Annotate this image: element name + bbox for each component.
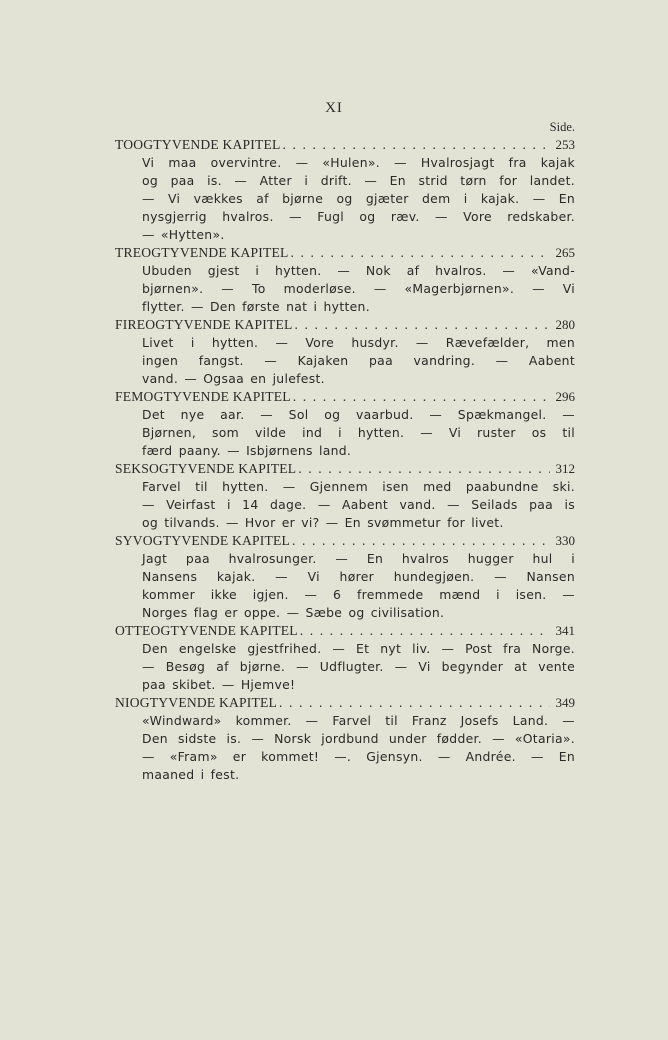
chapter-page-number: 330 <box>555 533 575 548</box>
chapter-entry <box>115 460 575 532</box>
chapter-page-number: 312 <box>555 461 575 476</box>
summary-line: — Veirfast i 14 dage. — Aabent vand. — Seilads paa is <box>142 497 575 512</box>
chapter-summary <box>115 154 575 244</box>
chapter-page-number: 265 <box>555 245 575 260</box>
summary-line: Jagt paa hvalrosunger. — En hvalros hugger hul i <box>142 551 575 566</box>
dot-leader <box>300 622 550 640</box>
chapter-page-number: 253 <box>555 137 575 152</box>
chapter-entry <box>115 316 575 388</box>
dot-leader <box>292 532 549 550</box>
dot-leader <box>283 136 550 154</box>
summary-line: — «Fram» er kommet! —. Gjensyn. — Andrée. — En <box>142 749 575 764</box>
summary-line: — «Hytten». <box>142 227 225 242</box>
summary-line: Livet i hytten. — Vore husdyr. — Rævefælder, men <box>142 335 575 350</box>
summary-line: Ubuden gjest i hytten. — Nok af hvalros. — «Vand- <box>142 263 575 278</box>
summary-line: nysgjerrig hvalros. — Fugl og ræv. — Vore redskaber. <box>142 209 575 224</box>
dot-leader <box>293 388 550 406</box>
chapter-heading <box>115 532 575 550</box>
dot-leader <box>279 694 550 712</box>
summary-line: Bjørnen, som vilde ind i hytten. — Vi ruster os til <box>142 425 575 440</box>
chapter-title: FEMOGTYVENDE KAPITEL <box>115 389 291 404</box>
chapter-summary <box>115 406 575 460</box>
chapter-heading <box>115 694 575 712</box>
summary-line: ingen fangst. — Kajaken paa vandring. — Aabent <box>142 353 575 368</box>
chapter-heading <box>115 316 575 334</box>
chapter-summary <box>115 262 575 316</box>
table-of-contents <box>115 136 575 784</box>
summary-line: og paa is. — Atter i drift. — En strid tørn for landet. <box>142 173 575 188</box>
summary-line: Nansens kajak. — Vi hører hundegjøen. — Nansen <box>142 569 575 584</box>
dot-leader <box>291 244 550 262</box>
chapter-title: OTTEOGTYVENDE KAPITEL <box>115 623 298 638</box>
chapter-entry <box>115 694 575 784</box>
dot-leader <box>295 316 550 334</box>
chapter-title: SYVOGTYVENDE KAPITEL <box>115 533 291 548</box>
summary-line: bjørnen». — To moderløse. — «Magerbjørnen». — Vi <box>142 281 575 296</box>
chapter-entry <box>115 244 575 316</box>
chapter-heading <box>115 622 575 640</box>
dot-leader <box>298 460 549 478</box>
summary-line: «Windward» kommer. — Farvel til Franz Josefs Land. — <box>142 713 575 728</box>
chapter-entry <box>115 622 575 694</box>
chapter-page-number: 280 <box>555 317 575 332</box>
chapter-page-number: 296 <box>555 389 575 404</box>
summary-line: kommer ikke igjen. — 6 fremmede mænd i isen. — <box>142 587 575 602</box>
summary-line: Den engelske gjestfrihed. — Et nyt liv. — Post fra Norge. <box>142 641 575 656</box>
summary-line: paa skibet. — Hjemve! <box>142 677 296 692</box>
chapter-title: FIREOGTYVENDE KAPITEL <box>115 317 293 332</box>
summary-line: Norges flag er oppe. — Sæbe og civilisation. <box>142 605 445 620</box>
chapter-page-number: 349 <box>555 695 575 710</box>
chapter-entry <box>115 136 575 244</box>
summary-line: maaned i fest. <box>142 767 240 782</box>
summary-line: flytter. — Den første nat i hytten. <box>142 299 370 314</box>
chapter-title: SEKSOGTYVENDE KAPITEL <box>115 461 297 476</box>
summary-line: færd paany. — Isbjørnens land. <box>142 443 352 458</box>
chapter-summary <box>115 712 575 784</box>
chapter-title: TOOGTYVENDE KAPITEL <box>115 137 281 152</box>
summary-line: — Besøg af bjørne. — Udflugter. — Vi begynder at vente <box>142 659 575 674</box>
summary-line: Farvel til hytten. — Gjennem isen med paabundne ski. <box>142 479 575 494</box>
summary-line: Den sidste is. — Norsk jordbund under fødder. — «Otaria». <box>142 731 575 746</box>
page-number: XI <box>325 100 343 116</box>
chapter-title: NIOGTYVENDE KAPITEL <box>115 695 277 710</box>
chapter-heading <box>115 388 575 406</box>
summary-line: og tilvands. — Hvor er vi? — En svømmetur for livet. <box>142 515 504 530</box>
chapter-heading <box>115 460 575 478</box>
side-column-label: Side. <box>549 120 575 134</box>
chapter-summary <box>115 334 575 388</box>
chapter-title: TREOGTYVENDE KAPITEL <box>115 245 289 260</box>
chapter-entry <box>115 532 575 622</box>
summary-line: Det nye aar. — Sol og vaarbud. — Spækmangel. — <box>142 407 575 422</box>
summary-line: vand. — Ogsaa en julefest. <box>142 371 325 386</box>
chapter-heading <box>115 136 575 154</box>
chapter-entry <box>115 388 575 460</box>
chapter-summary <box>115 550 575 622</box>
chapter-summary <box>115 478 575 532</box>
chapter-summary <box>115 640 575 694</box>
chapter-heading <box>115 244 575 262</box>
chapter-page-number: 341 <box>555 623 575 638</box>
summary-line: Vi maa overvintre. — «Hulen». — Hvalrosjagt fra kajak <box>142 155 575 170</box>
summary-line: — Vi vækkes af bjørne og gjæter dem i kajak. — En <box>142 191 575 206</box>
